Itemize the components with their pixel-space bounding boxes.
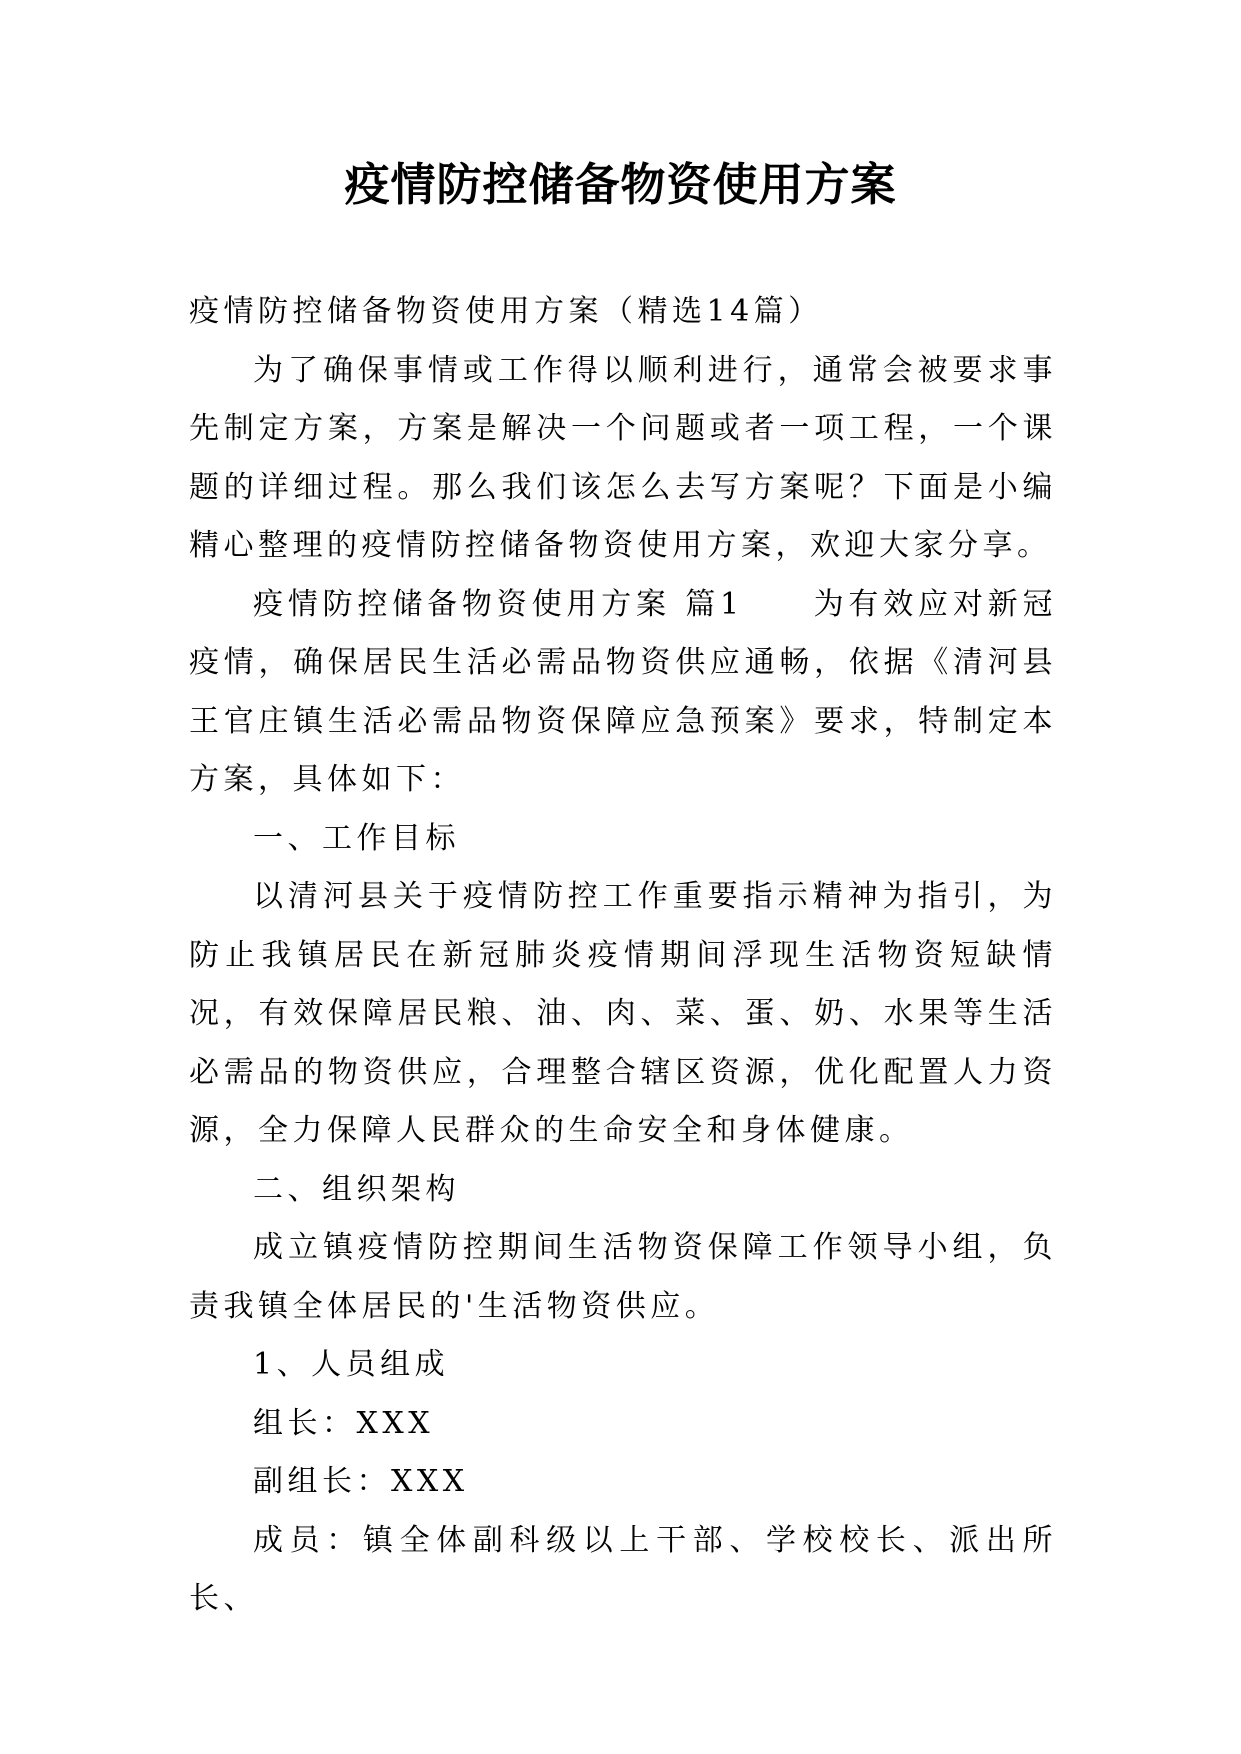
paragraph-work-goal: 以清河县关于疫情防控工作重要指示精神为指引，为防止我镇居民在新冠肺炎疫情期间浮现生活物资短缺情况，有效保障居民粮、油、肉、菜、蛋、奶、水果等生活必需品的物资供应，合理整合辖区资源，优化配置人力资源，全力保障人民群众的生命安全和身体健康。 (189, 879, 1057, 1148)
paragraph-leader: 组长：XXX (253, 1405, 435, 1441)
heading-work-goal: 一、工作目标 (253, 820, 460, 856)
paragraph-organization: 成立镇疫情防控期间生活物资保障工作领导小组，负责我镇全体居民的'生活物资供应。 (189, 1230, 1057, 1324)
heading-personnel: 1、人员组成 (253, 1347, 450, 1382)
paragraph-intro: 为了确保事情或工作得以顺利进行，通常会被要求事先制定方案，方案是解决一个问题或者一项工程，一个课题的详细过程。那么我们该怎么去写方案呢？下面是小编精心整理的疫情防控储备物资使用方案，欢迎大家分享。 (189, 352, 1057, 563)
document-body (189, 283, 1057, 1629)
paragraph-section-1: 疫情防控储备物资使用方案 篇1 为有效应对新冠疫情，确保居民生活必需品物资供应通畅，依据《清河县王官庄镇生活必需品物资保障应急预案》要求，特制定本方案，具体如下： (189, 586, 1057, 797)
paragraph-members: 成员：镇全体副科级以上干部、学校校长、派出所长、 (189, 1522, 1057, 1616)
heading-organization: 二、组织架构 (253, 1171, 460, 1207)
document-subtitle: 疫情防控储备物资使用方案（精选14篇） (189, 294, 823, 329)
paragraph-deputy-leader: 副组长：XXX (253, 1464, 469, 1499)
page-title: 疫情防控储备物资使用方案 (344, 158, 897, 211)
